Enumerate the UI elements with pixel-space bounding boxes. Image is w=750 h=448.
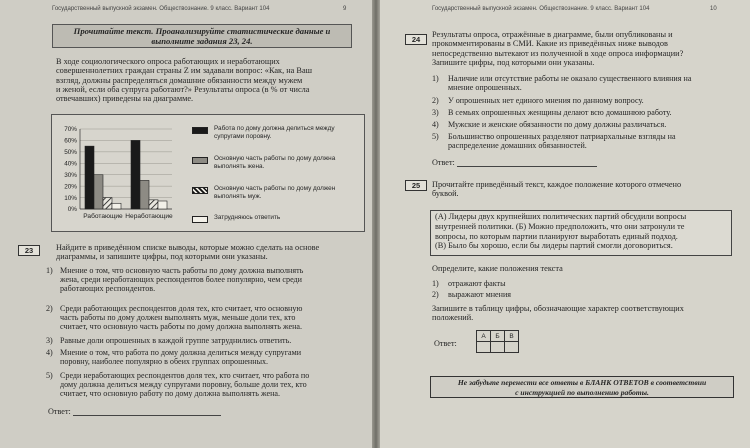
option-number: 4) [432,120,439,129]
transfer-note [430,376,734,398]
intro-line: отвечавших) приведены на диаграмме. [56,94,194,104]
survey-chart [51,114,365,232]
q23-option [46,348,364,367]
answer-field[interactable] [73,407,221,416]
option-line: Мнение о том, что работа по дому должна делиться между супругами [60,348,302,357]
prompt-line: прокомментированы в СМИ. Какие из приведённых ниже выводов [432,39,668,49]
text-line: (В) Было бы хорошо, если бы лидеры партий смогли договориться. [435,241,673,251]
option-text [448,96,730,105]
q25-kind [432,290,732,300]
text-line: вопросы, по которым партии планируют выработать единый подход. [435,231,678,241]
y-tick-label: 60% [64,137,77,145]
q24-option [432,108,732,118]
option-text [448,74,730,92]
option-line: Мужские и женские обязанности по дому должны различаться. [448,120,667,129]
option-number: 3) [46,336,53,345]
x-category-label: Работающие [83,213,123,220]
option-text [448,108,730,117]
option-line: жена, среди неработающих респондентов более популярно, чем среди [60,275,303,284]
legend-swatch [192,187,208,194]
option-text [60,348,360,366]
instruction-box: Прочитайте текст. Проанализируйте статистические данные и выполните задания 23, 24. [52,24,352,48]
prompt-line: положений. [432,313,474,323]
option-text [60,304,360,331]
q24-option [432,96,732,106]
q25-text-box [430,210,732,256]
y-tick-label: 30% [64,171,77,179]
intro-line: В ходе социологического опроса работающих и неработающих [56,57,280,66]
q23-option [46,304,364,332]
y-tick-label: 70% [64,126,77,134]
bar [94,175,103,209]
option-number: 1) [432,279,439,288]
option-text [448,132,730,150]
bar [149,200,158,209]
y-tick-label: 50% [64,149,77,157]
legend-label: Затрудняюсь ответить [214,214,281,221]
intro-line: и женой, если оба супруга работают?» Результаты опроса (в % от числа [56,84,310,94]
option-text [448,120,730,129]
q24-prompt [432,30,732,67]
bar [131,140,140,209]
option-line: поровну, наиболее популярно в обеих группах опрошенных. [60,357,269,366]
q24-answer[interactable] [432,158,597,167]
intro-line: совершеннолетних граждан страны Z им задавали вопрос: «Как, на Ваш [56,66,313,76]
table-header-a: А [477,331,491,342]
page-number: 10 [710,6,717,12]
bar [140,180,149,209]
option-line: часть работы по дому должен выполнять муж, меньше доли тех, кто [60,313,296,322]
prompt-line: Запишите в таблицу цифры, обозначающие характер соответствующих [432,304,684,313]
option-text: выражают мнения [448,290,512,299]
q25-answer-table [476,330,519,353]
option-line: Среди работающих респондентов доля тех, кто считает, что основную [60,304,303,313]
option-number: 4) [46,348,53,357]
option-number: 2) [432,290,439,299]
note-line: Не забудьте перенести все ответы в БЛАНК ОТВЕТОВ в соответствии [457,378,707,387]
q24-option [432,132,732,151]
option-line: Большинство опрошенных разделяют патриархальные взгляды на [448,132,676,141]
option-line: Равные доли опрошенных в каждой группе затруднились ответить. [60,336,292,345]
option-line: мнение опрошенных. [448,83,522,92]
text-line: (А) Лидеры двух крупнейших политических партий обсудили вопросы [435,212,687,221]
table-header-b: Б [491,331,505,342]
bar [158,201,167,209]
prompt-line: Прочитайте приведённый текст, каждое положение которого отмечено [432,180,682,189]
y-tick-label: 20% [64,183,77,191]
option-line: работающих респондентов. [60,284,156,293]
q25-answer-label: Ответ: [434,339,457,348]
x-category-label: Неработающие [125,213,173,220]
q24-option [432,74,732,93]
option-number: 2) [432,96,439,105]
legend-swatch [192,157,208,164]
answer-label: Ответ: [48,407,71,416]
question-number-24: 24 [405,34,427,45]
legend-label: Основную часть работы по дому должен выполнять муж. [214,185,336,200]
bar [85,146,94,209]
y-tick-label: 0% [67,206,77,214]
prompt-line: буквой. [432,189,459,199]
option-line: Наличие или отсутствие работы не оказало существенного влияния на [448,74,692,83]
chart-legend [182,115,364,231]
prompt-line: непосредственно вытекают из полученной в ходе опроса информации? [432,48,684,58]
q25-determine: Определите, какие положения текста [432,264,563,273]
bar [112,203,121,209]
option-line: считает, что основную часть работы по дому должна выполнять жена. [60,322,303,331]
option-text [60,336,360,345]
q23-option [46,266,364,294]
bar [103,198,112,209]
q25-kind [432,279,732,289]
legend-label: Работа по дому должна делиться между супругами поровну. [214,125,335,140]
option-line: распределение домашних обязанностей. [448,141,587,150]
option-line: В семьях опрошенных женщины делают всю домашнюю работу. [448,108,672,117]
y-tick-label: 10% [64,194,77,202]
prompt-line: диаграммы, и запишите цифры, под которыми они указаны. [56,252,268,262]
answer-field[interactable] [457,158,597,167]
table-header-v: В [505,331,519,342]
option-text [60,266,360,293]
book-gutter [372,0,380,448]
y-tick-label: 40% [64,160,77,168]
option-line: У опрошенных нет единого мнения по данному вопросу. [448,96,644,105]
answer-label: Ответ: [432,158,455,167]
chart-plot [52,115,182,231]
option-text [60,371,360,398]
legend-swatch [192,216,208,223]
legend-label: Основную часть работы по дому должна выполнять жена. [214,155,336,170]
intro-line: взгляд, должны распределяться домашние обязанности между мужем [56,75,303,85]
page-number: 9 [343,6,347,12]
q25-table-prompt [432,304,732,323]
answer-cell-a[interactable] [477,342,491,353]
q23-option [46,371,364,399]
page-header: Государственный выпускной экзамен. Обществознание. 9 класс. Вариант 104 [432,6,650,12]
option-number: 2) [46,304,53,313]
option-text: отражают факты [448,279,506,288]
option-number: 5) [46,371,53,380]
question-number-23: 23 [18,245,40,256]
option-number: 1) [46,266,53,275]
question-number-25: 25 [405,180,427,191]
option-number: 3) [432,108,439,117]
page-header: Государственный выпускной экзамен. Обществознание. 9 класс. Вариант 104 [52,6,270,12]
q23-answer[interactable] [48,407,221,416]
q24-option [432,120,732,130]
prompt-line: Найдите в приведённом списке выводы, которые можно сделать на основе [56,243,320,252]
option-line: Среди неработающих респондентов доля тех, кто считает, что работа по [60,371,310,380]
q23-option [46,336,364,346]
option-number: 1) [432,74,439,83]
answer-cell-b[interactable] [491,342,505,353]
option-number: 5) [432,132,439,141]
prompt-line: Запишите цифры, под которыми они указаны. [432,57,595,67]
option-line: дому должна делиться между супругами поровну, больше доли тех, кто [60,380,307,389]
option-line: считает, что основную работу по дому должна выполнять жена. [60,389,281,398]
prompt-line: Результаты опроса, отражённые в диаграмме, были опубликованы и [432,30,673,39]
text-line: внутренней политики. (Б) Можно предположить, что они затронули те [435,221,685,231]
note-line: с инструкцией по выполнению работы. [515,387,649,397]
q25-prompt [432,180,732,199]
answer-cell-v[interactable] [505,342,519,353]
intro-text [56,57,364,103]
q23-prompt [56,243,364,262]
legend-swatch [192,127,208,134]
option-line: Мнение о том, что основную часть работы по дому должна выполнять [60,266,304,275]
